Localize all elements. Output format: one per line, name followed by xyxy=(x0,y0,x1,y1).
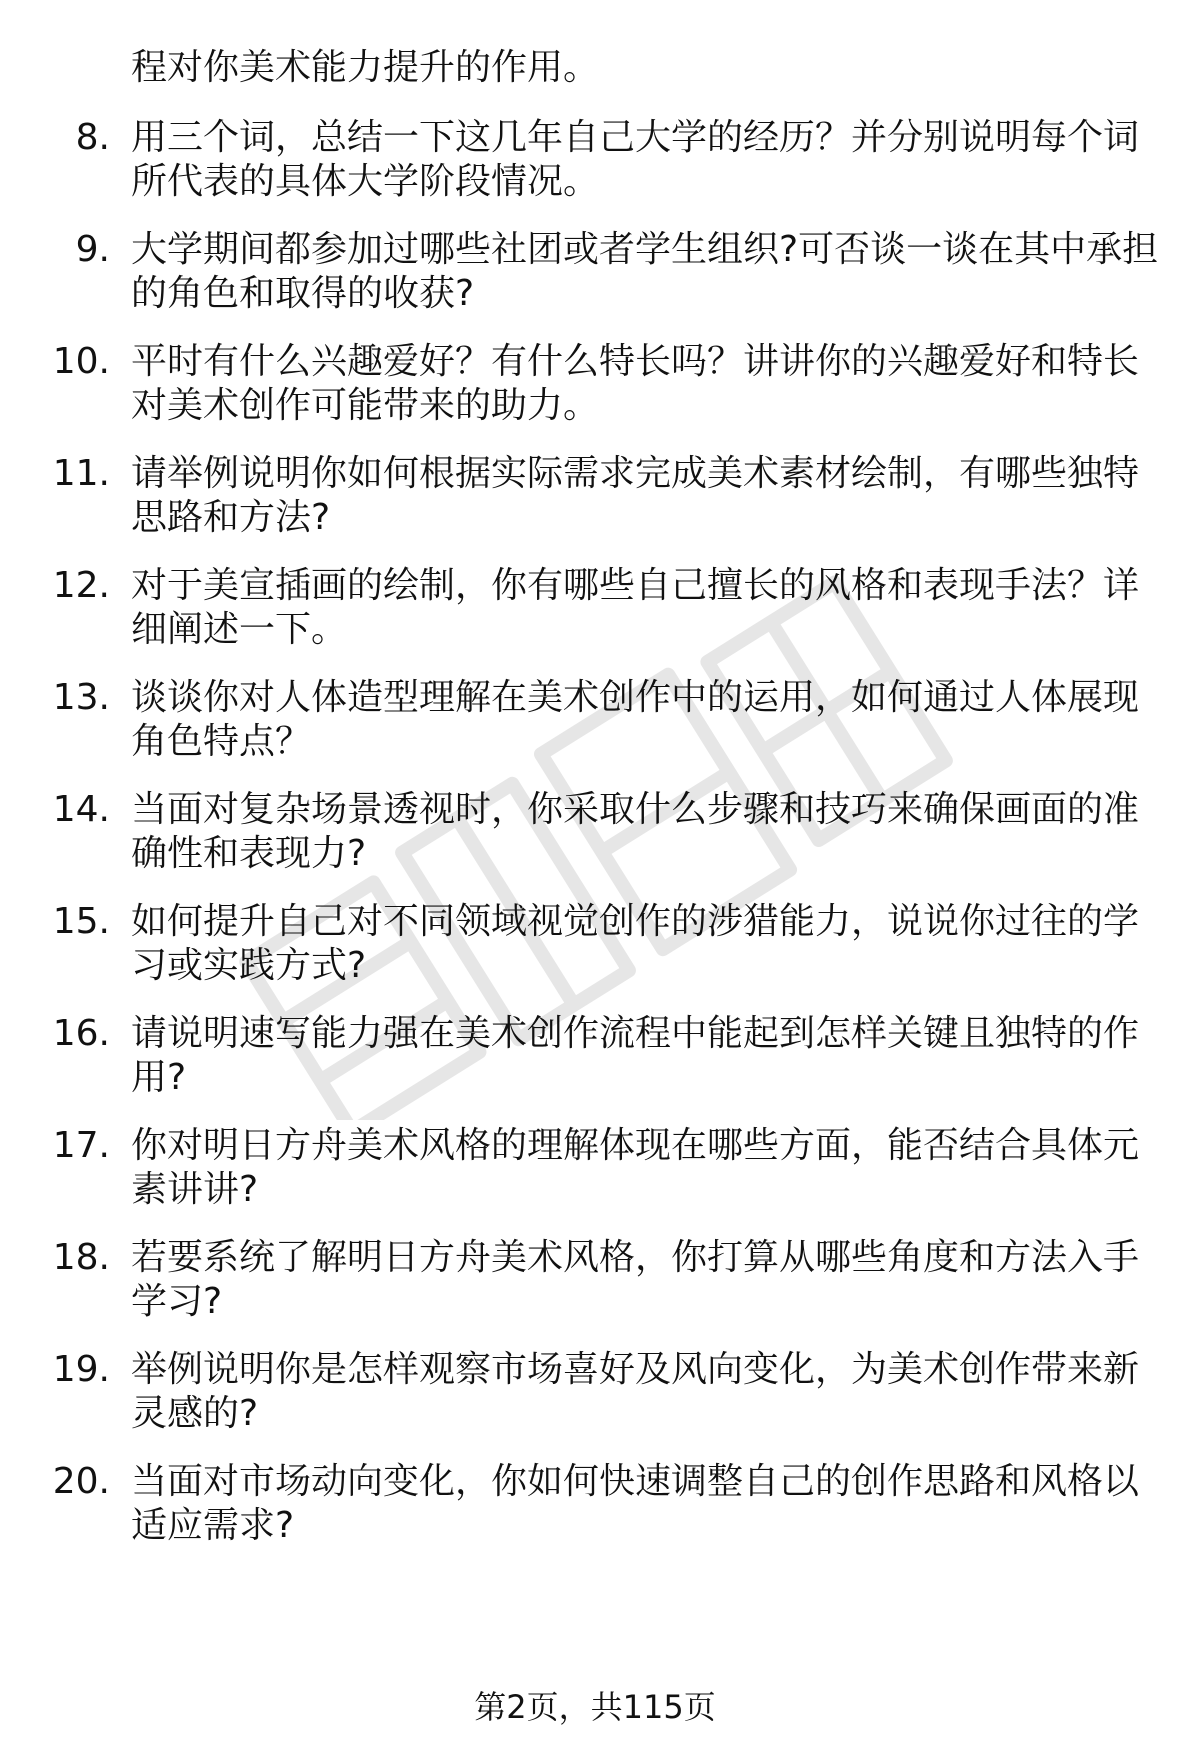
question-text-line1: 大学期间都参加过哪些社团或者学生组织?可否谈一谈在其中承担 xyxy=(131,229,1159,270)
question-text-line2: 角色特点？ xyxy=(131,721,312,762)
question-text-line1: 若要系统了解明日方舟美术风格，你打算从哪些角度和方法入手 xyxy=(131,1237,1140,1278)
question-number: 13. xyxy=(52,677,110,718)
question-number: 17. xyxy=(52,1125,110,1166)
question-number: 12. xyxy=(52,565,110,606)
question-text-line2: 所代表的具体大学阶段情况。 xyxy=(131,161,600,202)
question-text-line1: 当面对市场动向变化，你如何快速调整自己的创作思路和风格以 xyxy=(131,1461,1140,1502)
question-number: 10. xyxy=(52,341,110,382)
question-number: 8. xyxy=(75,117,110,158)
question-text-line2: 确性和表现力? xyxy=(131,833,367,874)
question-text-line1: 当面对复杂场景透视时，你采取什么步骤和技巧来确保画面的准 xyxy=(131,789,1140,830)
question-text-line2: 思路和方法? xyxy=(131,497,331,538)
question-number: 14. xyxy=(52,789,110,830)
question-text-line1: 平时有什么兴趣爱好？有什么特长吗？讲讲你的兴趣爱好和特长 xyxy=(131,341,1140,382)
question-number: 9. xyxy=(75,229,110,270)
question-text-line2: 习或实践方式? xyxy=(131,945,367,986)
question-number: 19. xyxy=(52,1349,110,1390)
question-number: 16. xyxy=(52,1013,110,1054)
question-text-line2: 的角色和取得的收获? xyxy=(131,273,475,314)
question-text-line1: 你对明日方舟美术风格的理解体现在哪些方面，能否结合具体元 xyxy=(131,1125,1140,1166)
question-text-line1: 用三个词，总结一下这几年自己大学的经历？并分别说明每个词 xyxy=(131,117,1140,158)
question-text-line1: 谈谈你对人体造型理解在美术创作中的运用，如何通过人体展现 xyxy=(131,677,1140,718)
question-text-line1: 如何提升自己对不同领域视觉创作的涉猎能力，说说你过往的学 xyxy=(131,901,1140,942)
question-text-line2: 灵感的? xyxy=(131,1393,259,1434)
question-number: 20. xyxy=(52,1461,110,1502)
page-footer: 第2页，共115页 xyxy=(474,1688,716,1726)
question-text-line1: 请举例说明你如何根据实际需求完成美术素材绘制，有哪些独特 xyxy=(131,453,1140,494)
question-text-line2: 学习? xyxy=(131,1281,223,1322)
question-text-line1: 举例说明你是怎样观察市场喜好及风向变化，为美术创作带来新 xyxy=(131,1349,1140,1390)
question-text-line1: 对于美宣插画的绘制，你有哪些自己擅长的风格和表现手法？详 xyxy=(131,565,1140,606)
question-text-line2: 对美术创作可能带来的助力。 xyxy=(131,385,600,426)
question-number: 15. xyxy=(52,901,110,942)
question-text-line2: 用? xyxy=(131,1057,187,1098)
continued-text: 程对你美术能力提升的作用。 xyxy=(131,47,600,88)
question-text-line2: 适应需求? xyxy=(131,1505,295,1546)
question-number: 18. xyxy=(52,1237,110,1278)
question-text-line2: 素讲讲? xyxy=(131,1169,259,1210)
question-text-line2: 细阐述一下。 xyxy=(131,609,348,650)
question-text-line1: 请说明速写能力强在美术创作流程中能起到怎样关键且独特的作 xyxy=(131,1013,1140,1054)
question-number: 11. xyxy=(52,453,110,494)
